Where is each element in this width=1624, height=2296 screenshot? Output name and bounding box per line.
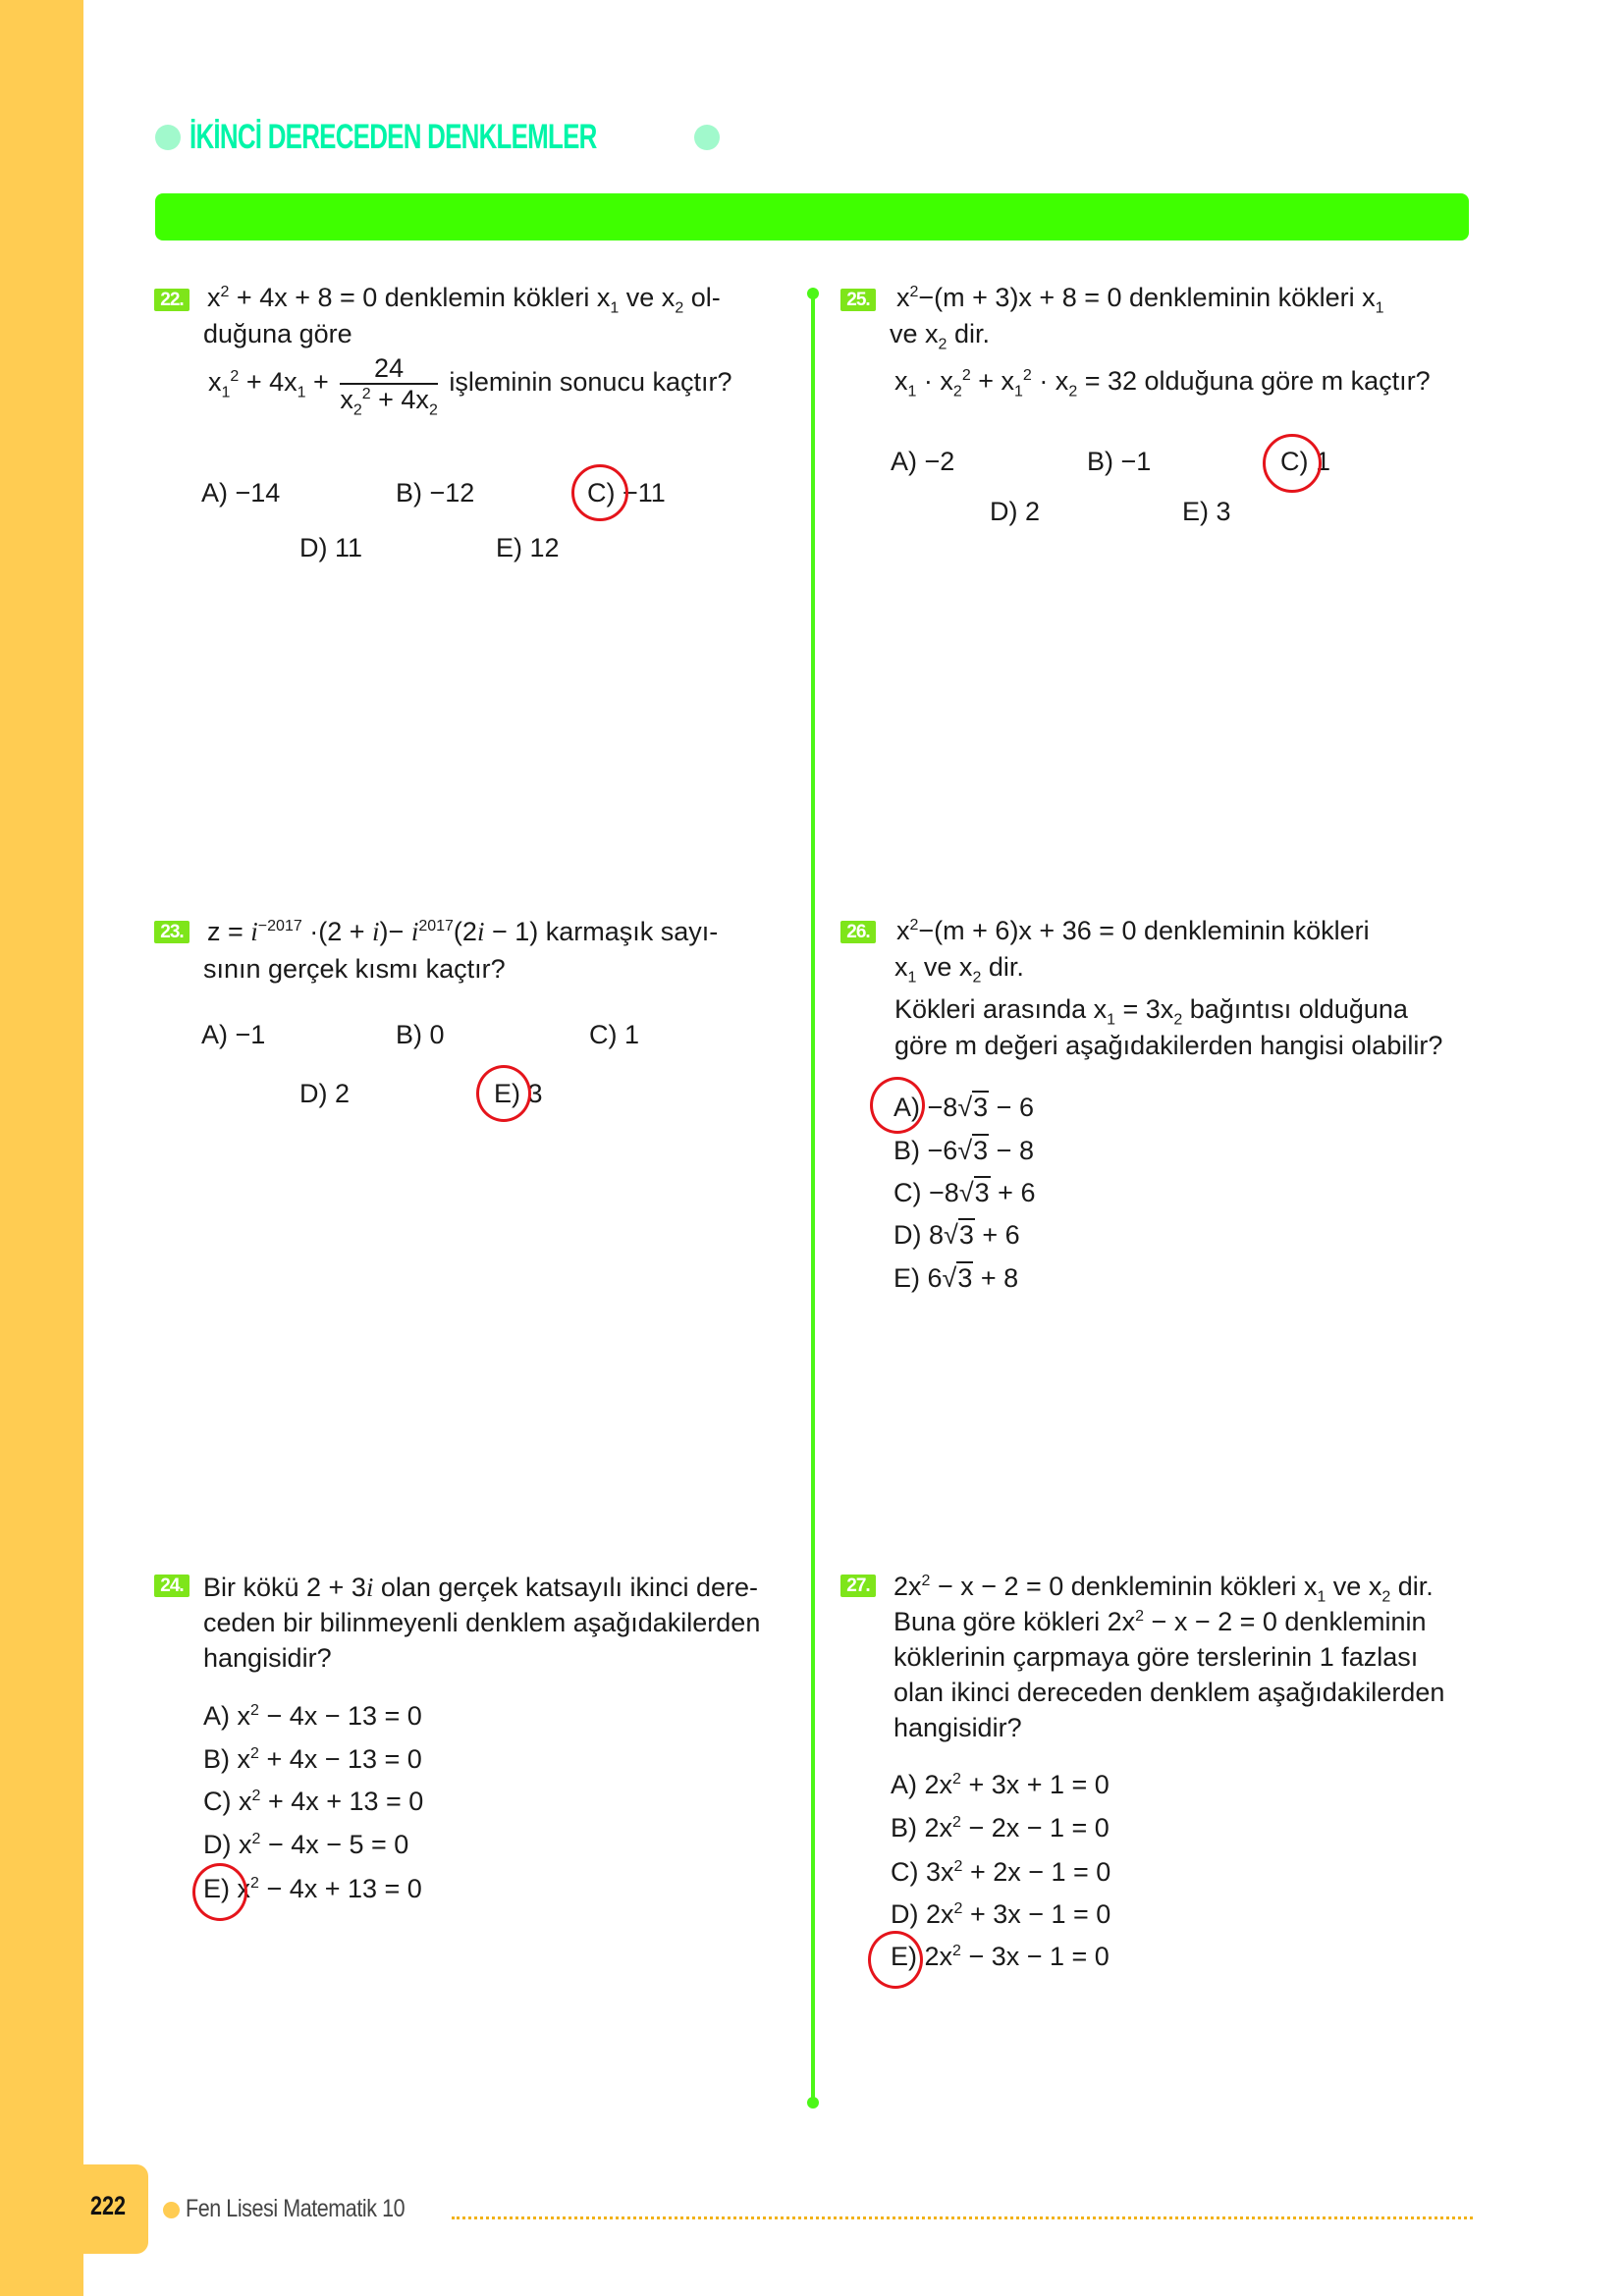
column-divider xyxy=(811,294,815,2103)
option-e[interactable]: E) 12 xyxy=(496,533,560,562)
question-text-line: $2x^2 - x - 2 = 0$ denkleminin kökleri $x_1$ ve $x_2$ dir. xyxy=(893,1572,1434,1606)
left-color-strip xyxy=(0,0,83,2296)
question-text-line: duğuna göre xyxy=(203,319,352,348)
question-27 xyxy=(840,1572,1479,1997)
option-c[interactable]: C) 1 xyxy=(589,1020,640,1049)
question-text-line: $x^2 + 4x + 8 = 0$ denklemin kökleri $x_1$ ve $x_2$ ol- xyxy=(207,283,721,317)
question-number-badge: 22. xyxy=(154,289,189,311)
option-d[interactable]: D) 11 xyxy=(299,533,363,562)
option-d[interactable]: D) $2x^2 + 3x - 1 = 0$ xyxy=(891,1899,1111,1929)
title-bullet-left-icon xyxy=(155,125,181,150)
question-26 xyxy=(840,916,1479,1313)
question-text-line: hangisidir? xyxy=(203,1643,332,1673)
answer-mark-circle xyxy=(571,464,628,521)
option-c[interactable]: C) $3x^2 + 2x - 1 = 0$ xyxy=(891,1857,1111,1887)
option-d[interactable]: D) 2 xyxy=(990,497,1041,526)
option-c[interactable]: C) −11 xyxy=(587,478,666,507)
fraction: $\frac{24}{x_2^2 + 4x_2}$ xyxy=(340,353,438,419)
question-text-line: Bir kökü 2 + 3i olan gerçek katsayılı ikinci dere- xyxy=(203,1573,759,1602)
page-number: 222 xyxy=(90,2191,127,2220)
question-text-line: Kökleri arasında $x_1 = 3x_2$ bağıntısı olduğuna xyxy=(894,994,1408,1029)
option-e[interactable]: E) $2x^2 - 3x - 1 = 0$ xyxy=(891,1942,1110,1971)
option-a[interactable]: A) −8√3 − 6 xyxy=(893,1093,1034,1122)
option-c[interactable]: C) $x^2 + 4x + 13 = 0$ xyxy=(203,1787,424,1816)
title-bullet-right-icon xyxy=(694,125,720,150)
chapter-header xyxy=(155,116,720,159)
sqrt-symbol: √3 xyxy=(944,1220,974,1250)
option-b[interactable]: B) −1 xyxy=(1087,447,1152,476)
sqrt-symbol: √3 xyxy=(957,1093,989,1122)
question-number-badge: 25. xyxy=(840,289,876,311)
header-banner-bar xyxy=(155,193,1469,240)
option-b[interactable]: B) −6√3 − 8 xyxy=(893,1136,1034,1165)
option-a[interactable]: A) $x^2 - 4x - 13 = 0$ xyxy=(203,1701,422,1731)
question-text-line: $x^2-(m + 3)x + 8 = 0$ denkleminin kökleri $x_1$ xyxy=(896,283,1384,317)
answer-mark-circle xyxy=(868,1931,923,1989)
option-d[interactable]: D) $x^2 - 4x - 5 = 0$ xyxy=(203,1830,409,1859)
option-b[interactable]: B) $2x^2 - 2x - 1 = 0$ xyxy=(891,1813,1110,1842)
option-b[interactable]: B) 0 xyxy=(396,1020,445,1049)
answer-mark-circle xyxy=(192,1863,247,1921)
divider-bottom-dot-icon xyxy=(807,2097,819,2109)
option-d[interactable]: D) 8√3 + 6 xyxy=(893,1220,1020,1250)
question-number-badge: 23. xyxy=(154,921,189,943)
question-expression: $z = i^{-2017} \cdot(2 + i)- i^{2017}(2i - 1)$ karmaşık sayı- xyxy=(207,917,719,946)
answer-mark-circle xyxy=(476,1065,531,1122)
question-text-line: $x_1 \cdot x_2^2 + x_1^2 \cdot x_2 = 32$ olduğuna göre m kaçtır? xyxy=(894,366,1431,400)
option-b[interactable]: B) $x^2 + 4x - 13 = 0$ xyxy=(203,1744,422,1774)
question-23 xyxy=(154,917,783,1137)
option-e[interactable]: E) 6√3 + 8 xyxy=(893,1263,1019,1293)
question-22 xyxy=(154,283,783,583)
question-number-badge: 26. xyxy=(840,921,876,943)
question-text-line: ve $x_2$ dir. xyxy=(890,319,990,353)
question-number-badge: 24. xyxy=(154,1575,189,1597)
option-c[interactable]: C) −8√3 + 6 xyxy=(893,1178,1036,1207)
question-text-line: $x_1$ ve $x_2$ dir. xyxy=(894,952,1024,987)
question-text-line: Buna göre kökleri $2x^2 - x - 2 = 0$ denkleminin xyxy=(893,1607,1427,1636)
option-e[interactable]: E) 3 xyxy=(494,1079,543,1108)
question-25 xyxy=(840,283,1479,544)
sqrt-symbol: √3 xyxy=(942,1263,973,1293)
option-b[interactable]: B) −12 xyxy=(396,478,475,507)
question-text-line: göre m değeri aşağıdakilerden hangisi olabilir? xyxy=(894,1031,1443,1060)
sqrt-symbol: √3 xyxy=(957,1136,989,1165)
book-title: Fen Lisesi Matematik 10 xyxy=(186,2195,406,2222)
sqrt-symbol: √3 xyxy=(958,1178,990,1207)
question-number-badge: 27. xyxy=(840,1575,876,1597)
footer-dotted-rule xyxy=(452,2216,1473,2219)
option-c[interactable]: C) 1 xyxy=(1280,447,1331,476)
question-text-line: köklerinin çarpmaya göre terslerinin 1 fazlası xyxy=(893,1642,1419,1672)
option-a[interactable]: A) −14 xyxy=(201,478,281,507)
option-d[interactable]: D) 2 xyxy=(299,1079,351,1108)
chapter-title: İKİNCİ DERECEDEN DENKLEMLER xyxy=(189,118,597,156)
question-expression: $x_1^2 + 4x_1$ + $\frac{24}{x_2^2 + 4x_2}$ işleminin sonucu kaçtır? xyxy=(208,353,732,419)
option-a[interactable]: A) −1 xyxy=(201,1020,266,1049)
footer-bullet-icon xyxy=(163,2202,180,2218)
option-a[interactable]: A) $2x^2 + 3x + 1 = 0$ xyxy=(891,1770,1110,1799)
option-e[interactable]: E) $x^2 - 4x + 13 = 0$ xyxy=(203,1874,422,1903)
option-a[interactable]: A) −2 xyxy=(891,447,955,476)
question-text-line: sının gerçek kısmı kaçtır? xyxy=(203,954,506,984)
question-24 xyxy=(154,1575,783,1938)
option-e[interactable]: E) 3 xyxy=(1182,497,1231,526)
answer-mark-circle xyxy=(1263,434,1322,493)
answer-mark-circle xyxy=(870,1077,925,1134)
question-text-line: hangisidir? xyxy=(893,1713,1022,1742)
question-text-line: ceden bir bilinmeyenli denklem aşağıdakilerden xyxy=(203,1608,761,1637)
question-text-line: $x^2-(m + 6)x + 36 = 0$ denkleminin kökleri xyxy=(896,916,1370,945)
question-text-line: olan ikinci dereceden denklem aşağıdakilerden xyxy=(893,1678,1445,1707)
